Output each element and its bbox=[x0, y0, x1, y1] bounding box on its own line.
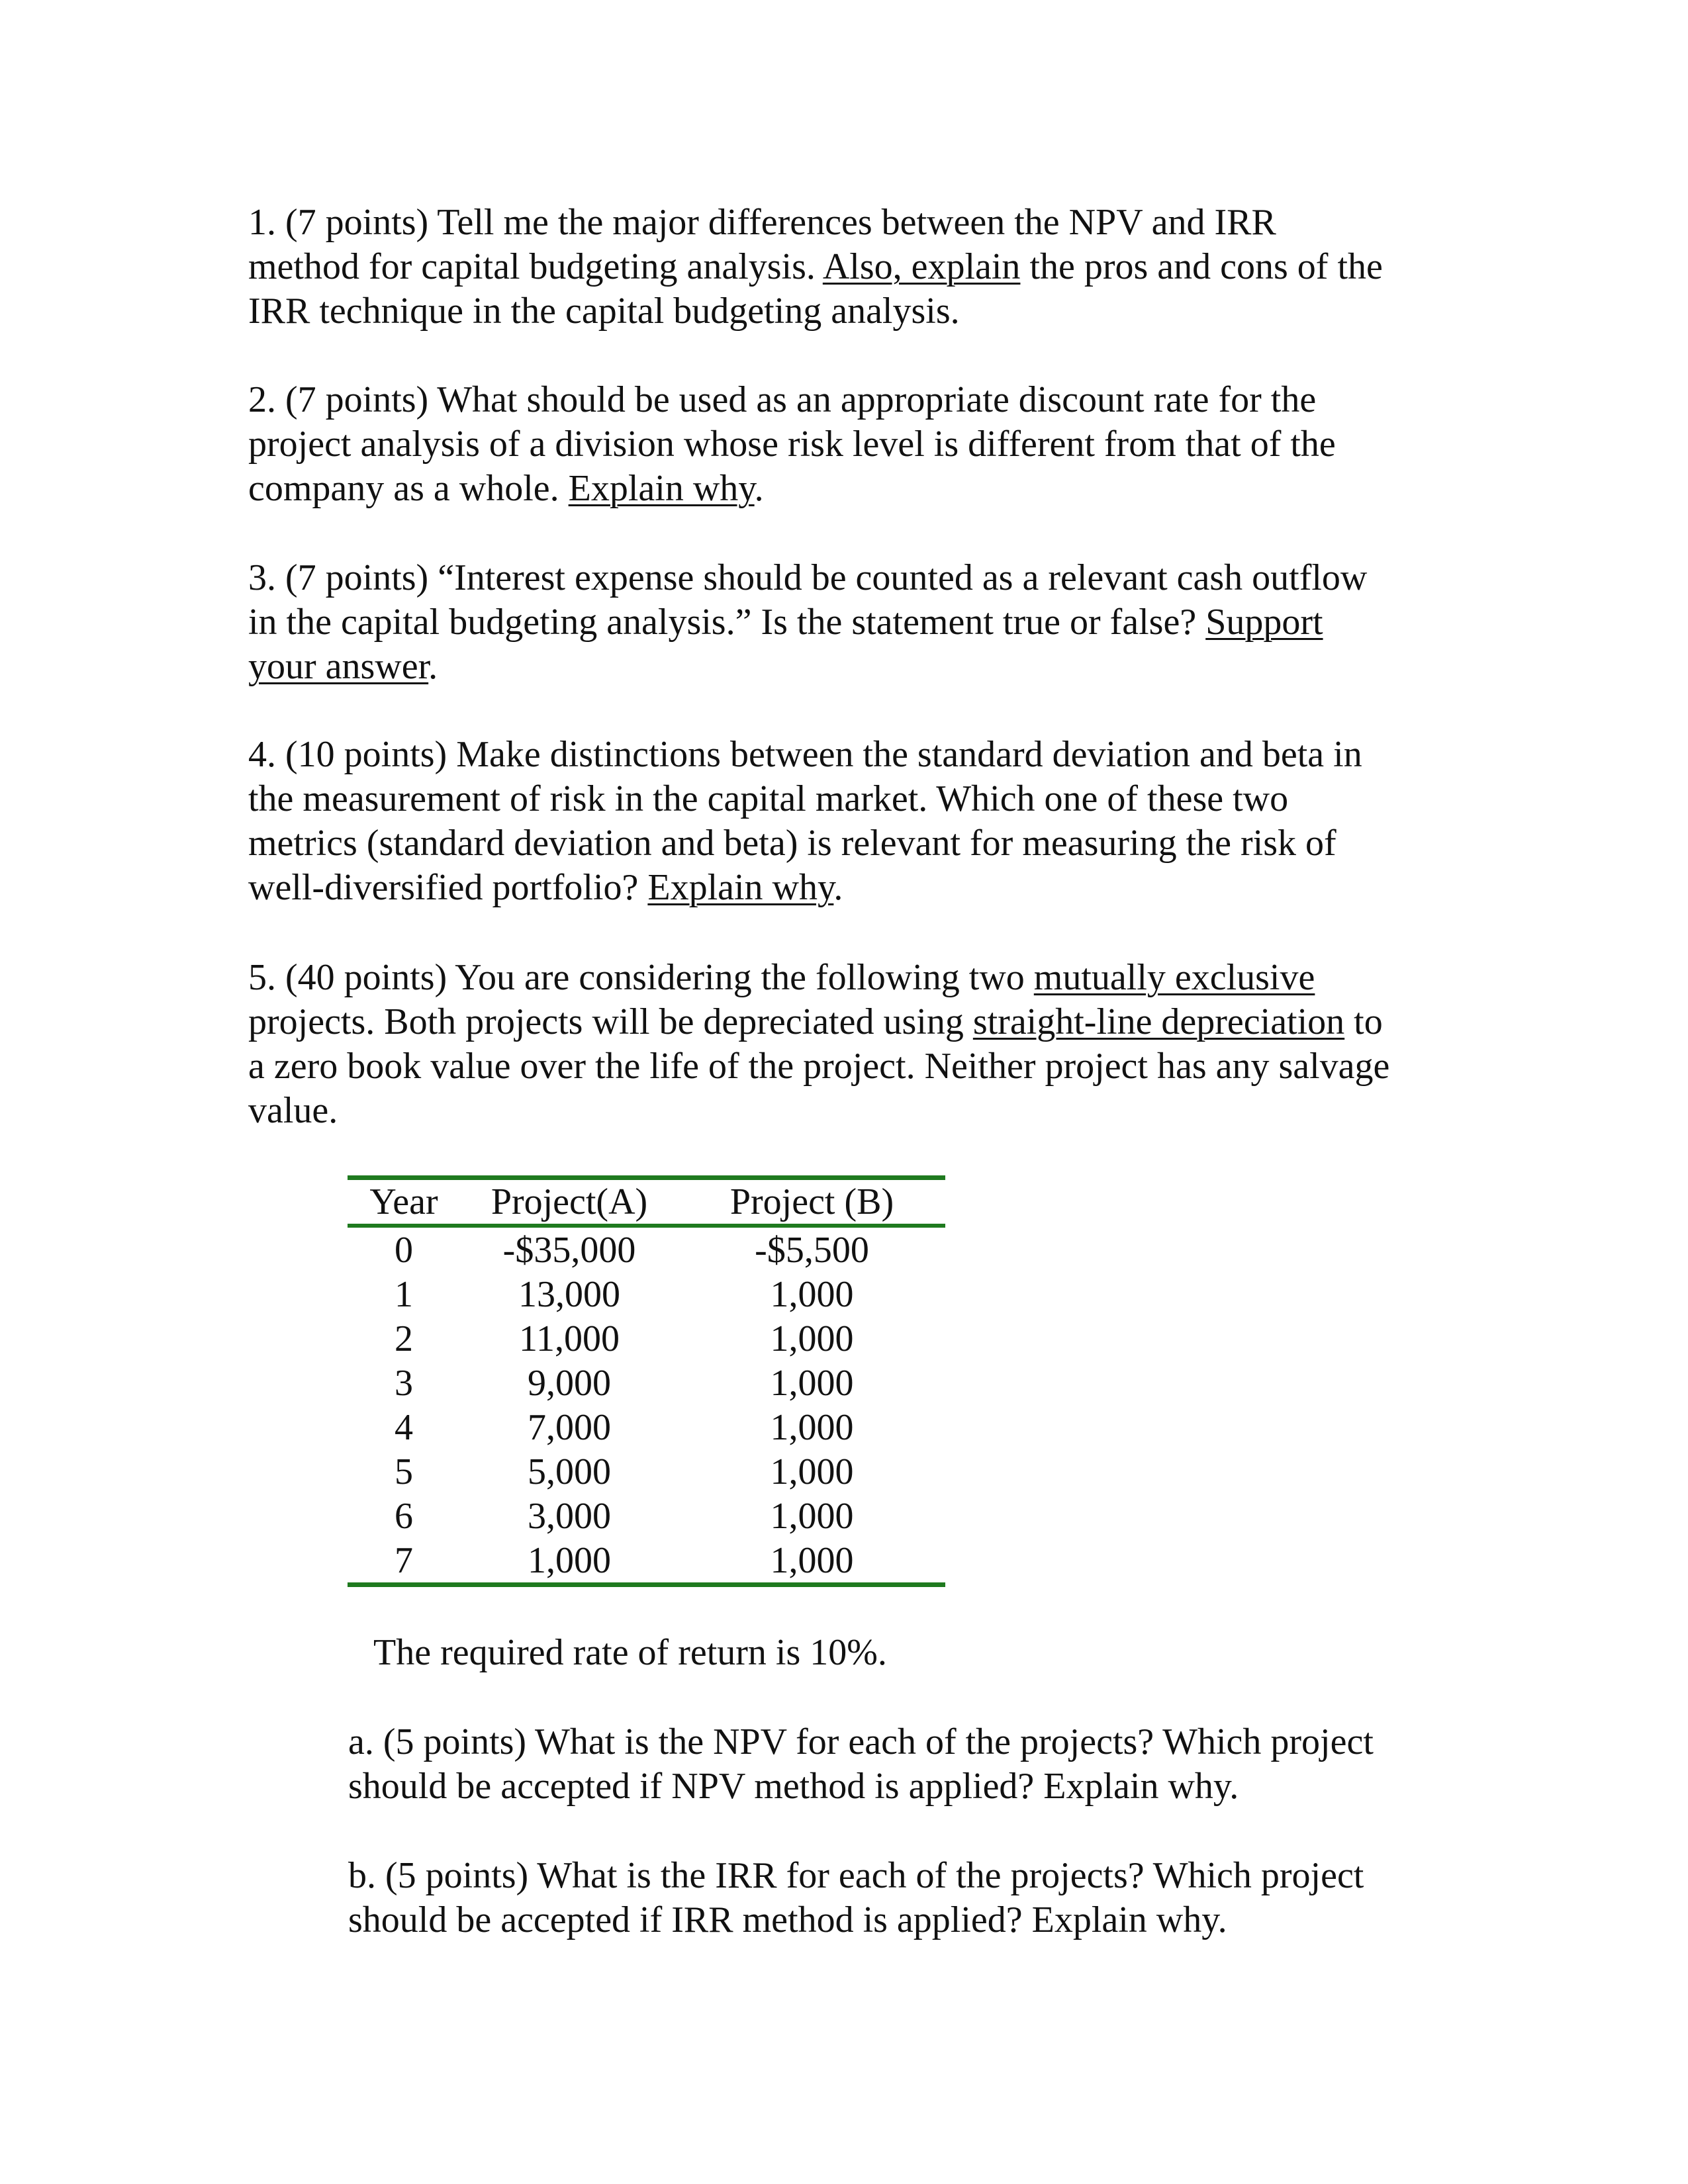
text-line bbox=[248, 1000, 1453, 1044]
project-a-cell: 3,000 bbox=[528, 1495, 611, 1537]
text-segment: b. (5 points) What is the IRR for each of the projects? Which project bbox=[348, 1855, 1364, 1896]
question-q5 bbox=[248, 956, 1453, 1133]
text-line bbox=[248, 645, 1453, 689]
text-line bbox=[348, 1854, 1553, 1898]
text-segment: in the capital budgeting analysis.” Is the statement true or false? bbox=[248, 602, 1206, 643]
table-row bbox=[348, 1405, 945, 1449]
text-line bbox=[348, 1898, 1553, 1942]
text-segment: method for capital budgeting analysis. bbox=[248, 246, 823, 287]
question-qa bbox=[348, 1720, 1553, 1809]
project-b-cell: 1,000 bbox=[770, 1406, 854, 1448]
underlined-text: Explain why bbox=[568, 468, 755, 509]
text-segment: projects. Both projects will be depreciated using bbox=[248, 1001, 973, 1042]
table-row bbox=[348, 1449, 945, 1494]
project-b-cell: -$5,500 bbox=[755, 1229, 869, 1271]
table-row bbox=[348, 1538, 945, 1585]
text-segment: metrics (standard deviation and beta) is relevant for measuring the risk of bbox=[248, 823, 1336, 864]
text-segment: 2. (7 points) What should be used as an appropriate discount rate for the bbox=[248, 379, 1317, 420]
text-line bbox=[248, 821, 1453, 866]
underlined-text: mutually exclusive bbox=[1033, 957, 1315, 998]
text-segment: company as a whole. bbox=[248, 468, 569, 509]
year-cell: 6 bbox=[395, 1495, 413, 1537]
text-segment: IRR technique in the capital budgeting analysis. bbox=[248, 291, 960, 332]
project-a-cell: 9,000 bbox=[528, 1362, 611, 1404]
question-q1 bbox=[248, 201, 1453, 334]
table-header-row bbox=[348, 1178, 945, 1226]
year-cell: 5 bbox=[395, 1451, 413, 1492]
text-line bbox=[248, 422, 1453, 467]
header-project-a: Project(A) bbox=[491, 1181, 648, 1222]
text-segment: 3. (7 points) “Interest expense should be counted as a relevant cash outflow bbox=[248, 557, 1368, 598]
underlined-text: Explain why bbox=[647, 867, 834, 908]
text-segment: 4. (10 points) Make distinctions between the standard deviation and beta in bbox=[248, 734, 1362, 775]
underlined-text: straight-line depreciation bbox=[972, 1001, 1345, 1042]
text-segment: 1. (7 points) Tell me the major differences between the NPV and IRR bbox=[248, 202, 1276, 243]
text-line bbox=[248, 245, 1453, 289]
text-segment: . bbox=[833, 867, 843, 908]
text-line bbox=[248, 866, 1453, 910]
text-line bbox=[248, 1089, 1453, 1133]
project-b-cell: 1,000 bbox=[770, 1362, 854, 1404]
table-row bbox=[348, 1226, 945, 1272]
year-cell: 3 bbox=[395, 1362, 413, 1404]
project-b-cell: 1,000 bbox=[770, 1451, 854, 1492]
project-a-cell: 7,000 bbox=[528, 1406, 611, 1448]
text-segment: 5. (40 points) You are considering the following two bbox=[248, 957, 1034, 998]
text-segment: project analysis of a division whose risk level is different from that of the bbox=[248, 424, 1336, 465]
table-row bbox=[348, 1316, 945, 1361]
text-segment: a. (5 points) What is the NPV for each of the projects? Which project bbox=[348, 1721, 1374, 1762]
text-segment: . bbox=[754, 468, 764, 509]
text-line bbox=[248, 956, 1453, 1000]
underlined-text: Also, explain bbox=[822, 246, 1021, 287]
project-b-cell: 1,000 bbox=[770, 1539, 854, 1581]
text-segment: should be accepted if NPV method is applied? Explain why. bbox=[348, 1766, 1239, 1807]
text-segment: value. bbox=[248, 1090, 338, 1131]
header-project-b: Project (B) bbox=[729, 1181, 894, 1222]
text-segment: to bbox=[1344, 1001, 1383, 1042]
question-q4 bbox=[248, 733, 1453, 910]
project-a-cell: -$35,000 bbox=[502, 1229, 636, 1271]
text-line bbox=[248, 467, 1453, 511]
question-q3 bbox=[248, 556, 1453, 689]
text-line bbox=[248, 600, 1453, 645]
question-rate bbox=[373, 1631, 1578, 1675]
year-cell: 0 bbox=[395, 1229, 413, 1271]
text-segment: the pros and cons of the bbox=[1020, 246, 1383, 287]
project-b-cell: 1,000 bbox=[770, 1318, 854, 1359]
text-line bbox=[373, 1631, 1578, 1675]
project-b-cell: 1,000 bbox=[770, 1273, 854, 1315]
text-line bbox=[248, 777, 1453, 821]
project-a-cell: 11,000 bbox=[519, 1318, 620, 1359]
cash-flow-table bbox=[348, 1175, 945, 1587]
text-segment: should be accepted if IRR method is applied? Explain why. bbox=[348, 1899, 1227, 1940]
text-line bbox=[248, 289, 1453, 334]
project-a-cell: 1,000 bbox=[528, 1539, 611, 1581]
project-a-cell: 5,000 bbox=[528, 1451, 611, 1492]
text-line bbox=[248, 556, 1453, 600]
project-b-cell: 1,000 bbox=[770, 1495, 854, 1537]
text-line bbox=[248, 201, 1453, 245]
year-cell: 1 bbox=[395, 1273, 413, 1315]
header-year: Year bbox=[369, 1181, 438, 1222]
year-cell: 2 bbox=[395, 1318, 413, 1359]
text-segment: well-diversified portfolio? bbox=[248, 867, 648, 908]
question-q2 bbox=[248, 378, 1453, 511]
text-segment: . bbox=[428, 646, 438, 687]
underlined-text: Support bbox=[1205, 602, 1323, 643]
table-row bbox=[348, 1361, 945, 1405]
text-segment: the measurement of risk in the capital market. Which one of these two bbox=[248, 778, 1289, 819]
year-cell: 4 bbox=[395, 1406, 413, 1448]
text-line bbox=[248, 378, 1453, 422]
table-row bbox=[348, 1494, 945, 1538]
text-line bbox=[248, 733, 1453, 777]
underlined-text: your answer bbox=[248, 646, 429, 687]
text-line bbox=[348, 1764, 1553, 1809]
table-row bbox=[348, 1272, 945, 1316]
question-qb bbox=[348, 1854, 1553, 1942]
project-a-cell: 13,000 bbox=[518, 1273, 620, 1315]
text-segment: The required rate of return is 10%. bbox=[373, 1632, 887, 1673]
text-segment: a zero book value over the life of the project. Neither project has any salvage bbox=[248, 1046, 1390, 1087]
text-line bbox=[248, 1044, 1453, 1089]
year-cell: 7 bbox=[395, 1539, 413, 1581]
text-line bbox=[348, 1720, 1553, 1764]
